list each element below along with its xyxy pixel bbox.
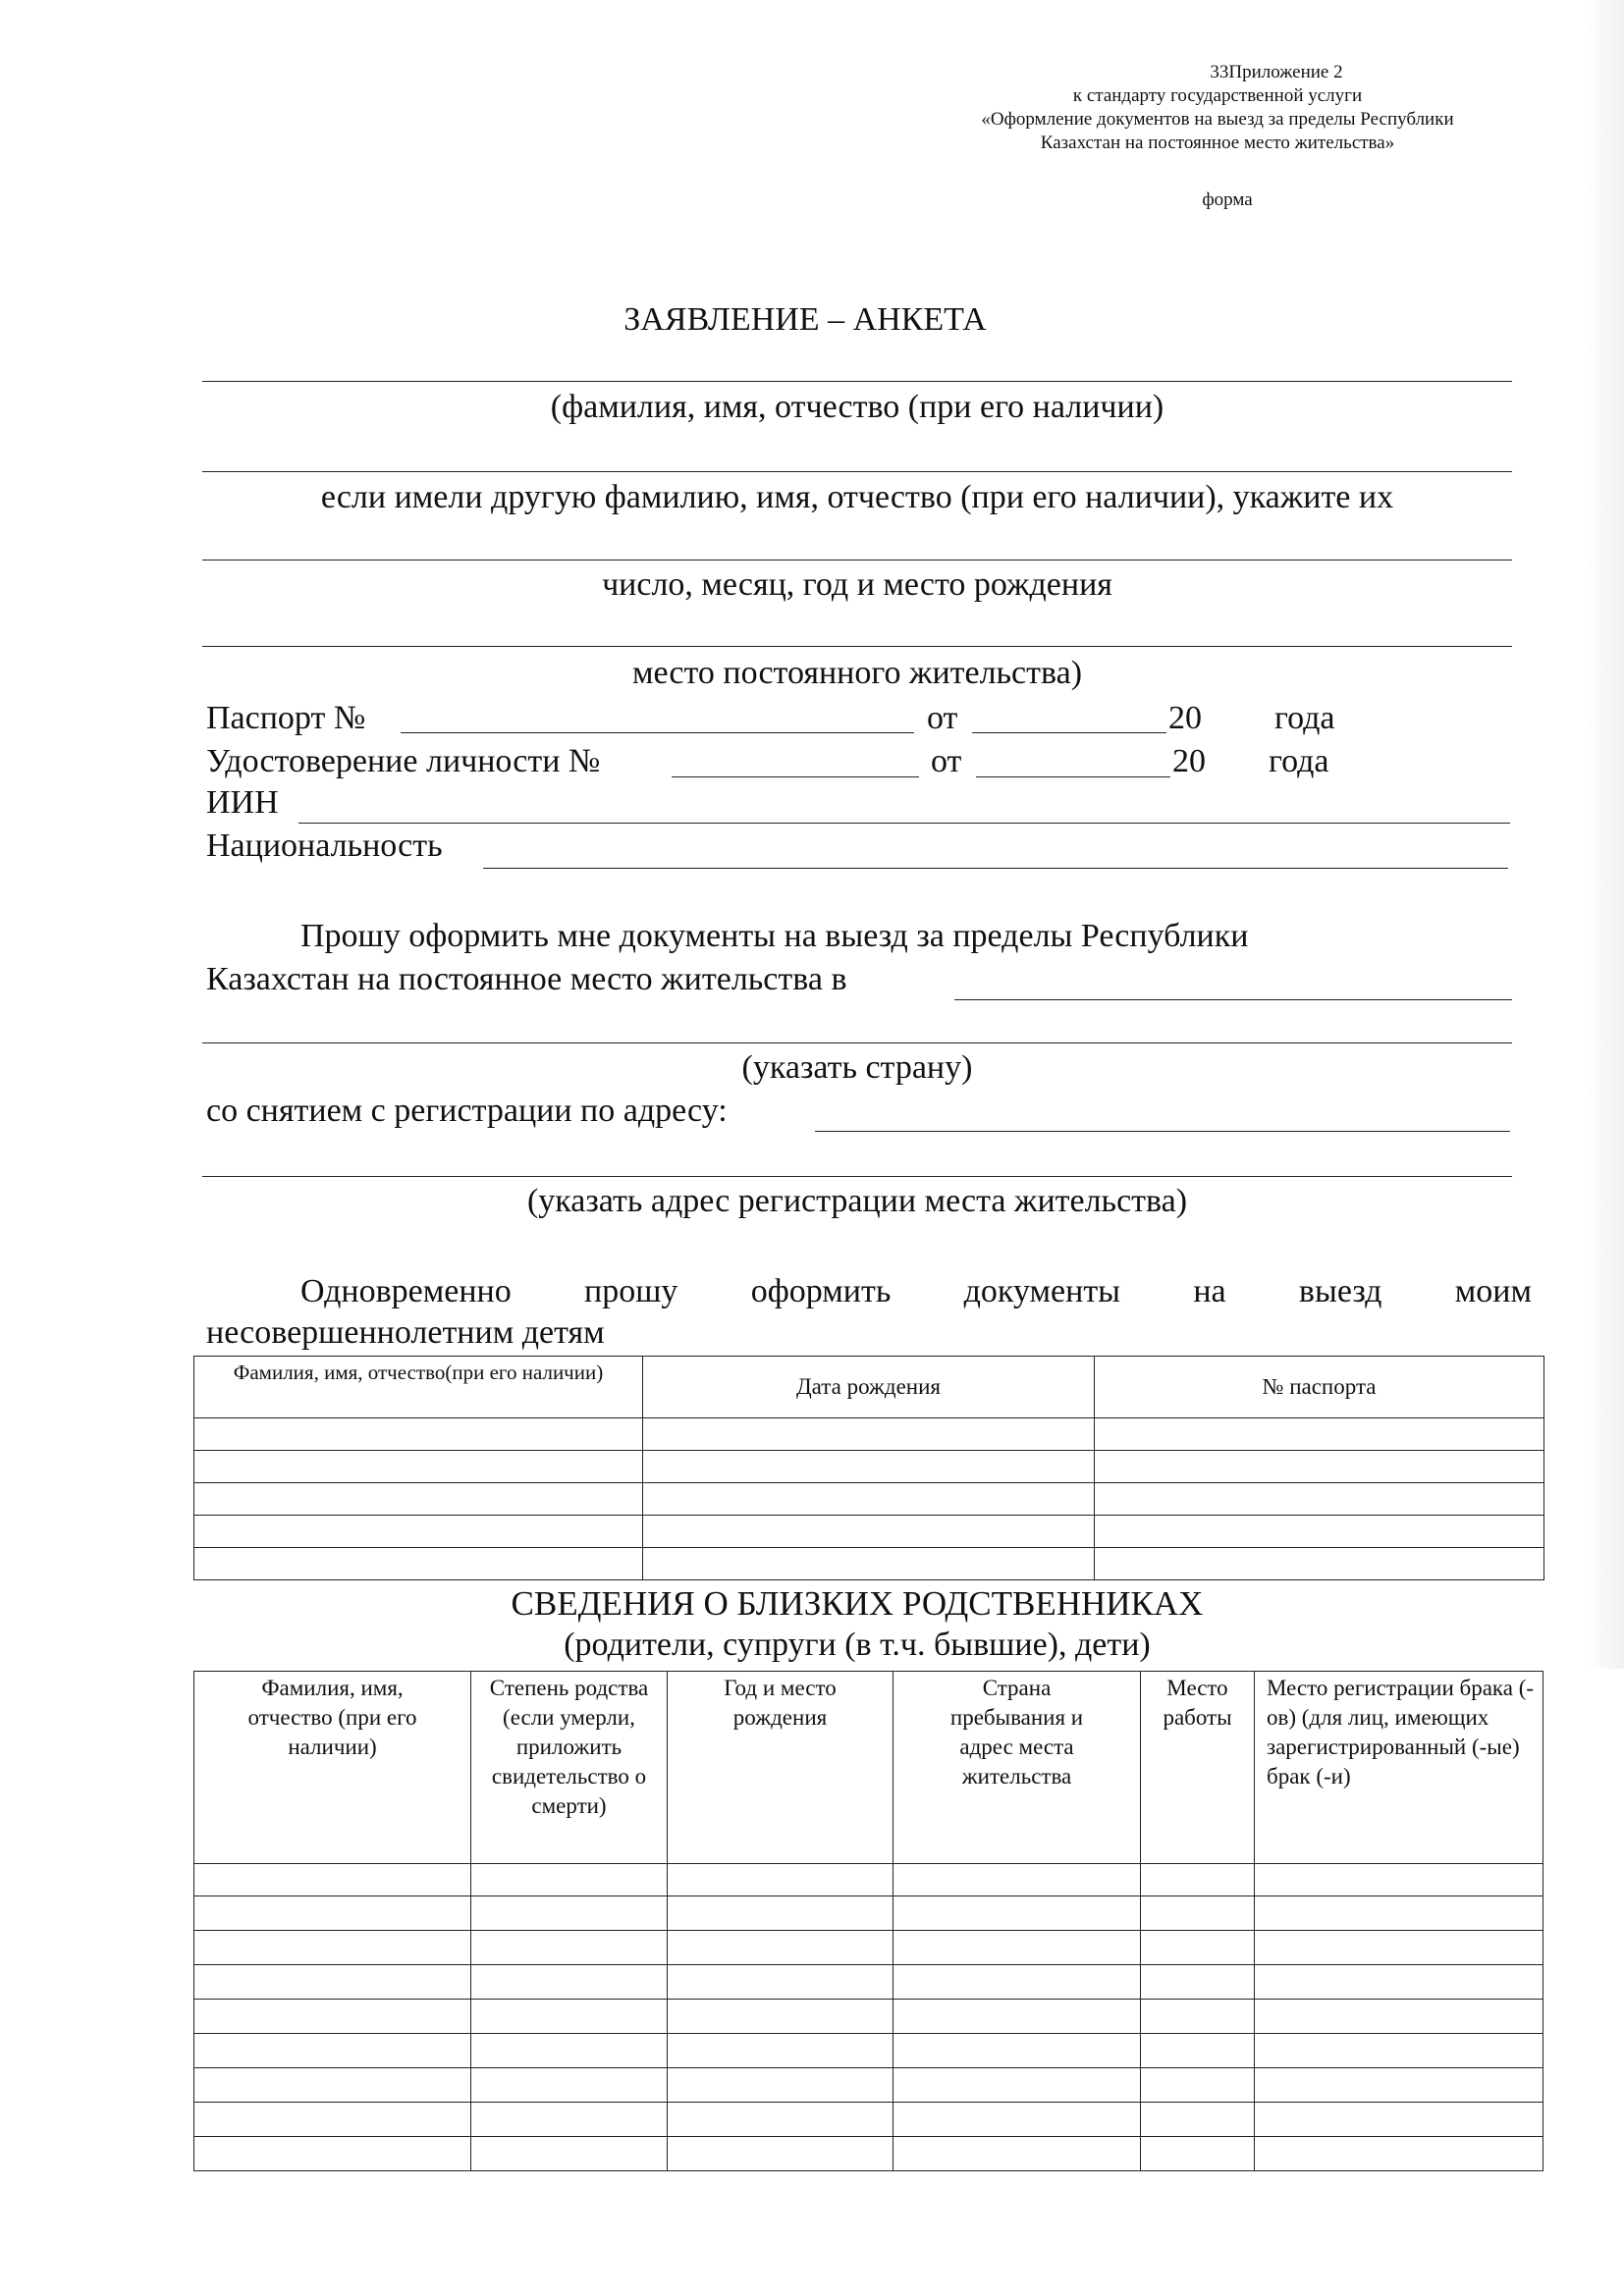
- table-row: [194, 1451, 1544, 1483]
- table-cell[interactable]: [1095, 1418, 1544, 1451]
- table-cell[interactable]: [1095, 1483, 1544, 1516]
- birth-caption: число, месяц, год и место рождения: [602, 566, 1112, 603]
- table-cell[interactable]: [1255, 2103, 1543, 2137]
- table-cell[interactable]: [668, 2103, 893, 2137]
- table-cell[interactable]: [643, 1483, 1095, 1516]
- intro-word: выезд: [1298, 1273, 1382, 1309]
- page-title: ЗАЯВЛЕНИЕ – АНКЕТА: [623, 301, 987, 338]
- children-intro-line2: несовершеннолетним детям: [206, 1314, 605, 1351]
- relatives-subtitle: (родители, супруги (в т.ч. бывшие), дети): [564, 1627, 1151, 1663]
- table-cell[interactable]: [1255, 2068, 1543, 2103]
- table-cell[interactable]: [471, 2068, 668, 2103]
- table-cell[interactable]: [1141, 2068, 1255, 2103]
- table-cell[interactable]: [194, 1864, 471, 1896]
- table-cell[interactable]: [1141, 2000, 1255, 2034]
- id-card-from-label: от: [931, 743, 962, 779]
- intro-word: оформить: [750, 1273, 892, 1309]
- passport-label: Паспорт №: [206, 700, 366, 736]
- table-cell[interactable]: [471, 1931, 668, 1965]
- table-cell[interactable]: [1255, 1965, 1543, 2000]
- table-cell[interactable]: [194, 1548, 643, 1580]
- table-cell[interactable]: [668, 1896, 893, 1931]
- appendix-number: 33Приложение 2: [1210, 62, 1343, 82]
- table-cell[interactable]: [893, 1896, 1141, 1931]
- table-cell[interactable]: [893, 2068, 1141, 2103]
- address-input-line2[interactable]: [202, 1176, 1512, 1177]
- table-cell[interactable]: [1095, 1516, 1544, 1548]
- table-cell[interactable]: [194, 2034, 471, 2068]
- table-cell[interactable]: [1255, 2034, 1543, 2068]
- table-cell[interactable]: [471, 1965, 668, 2000]
- children-header-passport: № паспорта: [1095, 1357, 1544, 1418]
- nationality-input-line[interactable]: [483, 868, 1508, 869]
- service-name-line2: Казахстан на постоянное место жительства»: [1040, 133, 1395, 153]
- request-line2: Казахстан на постоянное место жительства в: [206, 961, 847, 997]
- fio-input-line[interactable]: [202, 381, 1512, 382]
- table-cell[interactable]: [643, 1548, 1095, 1580]
- table-cell[interactable]: [1141, 1864, 1255, 1896]
- table-cell[interactable]: [471, 2137, 668, 2171]
- children-intro-line1: [300, 1272, 1532, 1311]
- table-row: [194, 2000, 1543, 2034]
- request-line1: Прошу оформить мне документы на выезд за пределы Республики: [300, 918, 1249, 954]
- table-row: [194, 2137, 1543, 2171]
- table-cell[interactable]: [471, 1896, 668, 1931]
- table-cell[interactable]: [194, 1516, 643, 1548]
- table-cell[interactable]: [1255, 1896, 1543, 1931]
- table-cell[interactable]: [194, 2137, 471, 2171]
- id-card-label: Удостоверение личности №: [206, 743, 601, 779]
- table-row: [194, 1418, 1544, 1451]
- table-cell[interactable]: [471, 2000, 668, 2034]
- table-cell[interactable]: [194, 1965, 471, 2000]
- intro-word: моим: [1454, 1273, 1532, 1309]
- table-cell[interactable]: [1141, 2103, 1255, 2137]
- table-cell[interactable]: [1095, 1548, 1544, 1580]
- intro-word: на: [1193, 1273, 1226, 1309]
- children-header-birthdate: Дата рождения: [643, 1357, 1095, 1418]
- relatives-header-country-address: Страна пребывания и адрес места жительства: [893, 1672, 1141, 1864]
- table-row: [194, 2103, 1543, 2137]
- table-cell[interactable]: [1141, 1896, 1255, 1931]
- table-cell[interactable]: [194, 2103, 471, 2137]
- address-input-line[interactable]: [815, 1131, 1510, 1132]
- table-cell[interactable]: [668, 1931, 893, 1965]
- other-name-caption: если имели другую фамилию, имя, отчество (при его наличии), укажите их: [320, 479, 1394, 515]
- table-row: [194, 1931, 1543, 1965]
- table-cell[interactable]: [1095, 1451, 1544, 1483]
- country-input-line[interactable]: [954, 999, 1512, 1000]
- table-cell[interactable]: [668, 2034, 893, 2068]
- passport-from-label: от: [927, 700, 958, 736]
- birth-input-line[interactable]: [202, 560, 1512, 561]
- table-cell[interactable]: [194, 1451, 643, 1483]
- table-row: [194, 1864, 1543, 1896]
- passport-number-line[interactable]: [401, 732, 914, 733]
- address-caption: (указать адрес регистрации места жительства): [526, 1183, 1188, 1219]
- relatives-header-marriage: Место регистрации брака (-ов) (для лиц, имеющих зарегистрированный (-ые) брак (-и): [1255, 1672, 1543, 1864]
- relatives-header-workplace: Место работы: [1141, 1672, 1255, 1864]
- table-row: [194, 1965, 1543, 2000]
- form-label: форма: [1202, 189, 1253, 210]
- table-cell[interactable]: [1255, 2000, 1543, 2034]
- passport-date-line[interactable]: [972, 732, 1166, 733]
- table-cell[interactable]: [668, 1864, 893, 1896]
- residence-input-line[interactable]: [202, 646, 1512, 647]
- table-row: [194, 2034, 1543, 2068]
- passport-year-suffix: года: [1274, 700, 1335, 736]
- table-cell[interactable]: [668, 2068, 893, 2103]
- table-cell[interactable]: [1141, 1931, 1255, 1965]
- table-cell[interactable]: [1255, 2137, 1543, 2171]
- intro-word: Одновременно: [300, 1273, 512, 1309]
- country-caption: (указать страну): [741, 1049, 973, 1086]
- intro-word: документы: [963, 1273, 1121, 1309]
- id-card-year-suffix: года: [1269, 743, 1329, 779]
- table-cell[interactable]: [471, 2034, 668, 2068]
- table-row: [194, 1483, 1544, 1516]
- table-cell[interactable]: [194, 2068, 471, 2103]
- table-cell[interactable]: [471, 2103, 668, 2137]
- service-name-line1: «Оформление документов на выезд за пределы Республики: [981, 109, 1454, 130]
- table-cell[interactable]: [1141, 1965, 1255, 2000]
- table-cell[interactable]: [194, 2000, 471, 2034]
- passport-year-prefix: 20: [1168, 700, 1202, 736]
- table-cell[interactable]: [194, 1896, 471, 1931]
- table-cell[interactable]: [893, 2137, 1141, 2171]
- table-cell[interactable]: [194, 1931, 471, 1965]
- relatives-header-relation: Степень родства (если умерли, приложить свидетельство о смерти): [471, 1672, 668, 1864]
- table-cell[interactable]: [668, 1965, 893, 2000]
- table-cell[interactable]: [194, 1418, 643, 1451]
- table-cell[interactable]: [893, 1864, 1141, 1896]
- relatives-header-birth: Год и место рождения: [668, 1672, 893, 1864]
- children-header-name: Фамилия, имя, отчество(при его наличии): [194, 1357, 643, 1418]
- scan-edge-shadow: [1585, 0, 1624, 1669]
- table-row: [194, 1548, 1544, 1580]
- id-card-date-line[interactable]: [976, 776, 1170, 777]
- iin-input-line[interactable]: [298, 823, 1510, 824]
- table-row: [194, 1516, 1544, 1548]
- deregistration-label: со снятием с регистрации по адресу:: [206, 1093, 728, 1129]
- table-cell[interactable]: [893, 1931, 1141, 1965]
- table-cell[interactable]: [1255, 1864, 1543, 1896]
- iin-label: ИИН: [206, 784, 279, 821]
- relatives-title: СВЕДЕНИЯ О БЛИЗКИХ РОДСТВЕННИКАХ: [511, 1584, 1204, 1623]
- table-cell[interactable]: [643, 1516, 1095, 1548]
- nationality-label: Национальность: [206, 828, 443, 864]
- residence-caption: место постоянного жительства): [631, 655, 1083, 691]
- table-row: [194, 2068, 1543, 2103]
- table-cell[interactable]: [893, 2000, 1141, 2034]
- table-cell[interactable]: [668, 2000, 893, 2034]
- table-row: [194, 1896, 1543, 1931]
- table-cell[interactable]: [893, 1965, 1141, 2000]
- country-input-line2[interactable]: [202, 1042, 1512, 1043]
- standard-ref: к стандарту государственной услуги: [1072, 85, 1363, 106]
- table-cell[interactable]: [1255, 1931, 1543, 1965]
- table-cell[interactable]: [471, 1864, 668, 1896]
- table-cell[interactable]: [194, 1483, 643, 1516]
- table-cell[interactable]: [893, 2103, 1141, 2137]
- table-cell[interactable]: [1141, 2034, 1255, 2068]
- table-cell[interactable]: [643, 1418, 1095, 1451]
- other-name-input-line[interactable]: [202, 471, 1512, 472]
- fio-caption: (фамилия, имя, отчество (при его наличии): [550, 389, 1164, 425]
- children-table: [193, 1356, 1544, 1580]
- table-cell[interactable]: [893, 2034, 1141, 2068]
- intro-word: прошу: [584, 1273, 678, 1309]
- table-cell[interactable]: [1141, 2137, 1255, 2171]
- table-cell[interactable]: [668, 2137, 893, 2171]
- id-card-number-line[interactable]: [672, 776, 919, 777]
- table-cell[interactable]: [643, 1451, 1095, 1483]
- relatives-header-name: Фамилия, имя, отчество (при его наличии): [194, 1672, 471, 1864]
- id-card-year-prefix: 20: [1172, 743, 1206, 779]
- relatives-table: [193, 1671, 1543, 2171]
